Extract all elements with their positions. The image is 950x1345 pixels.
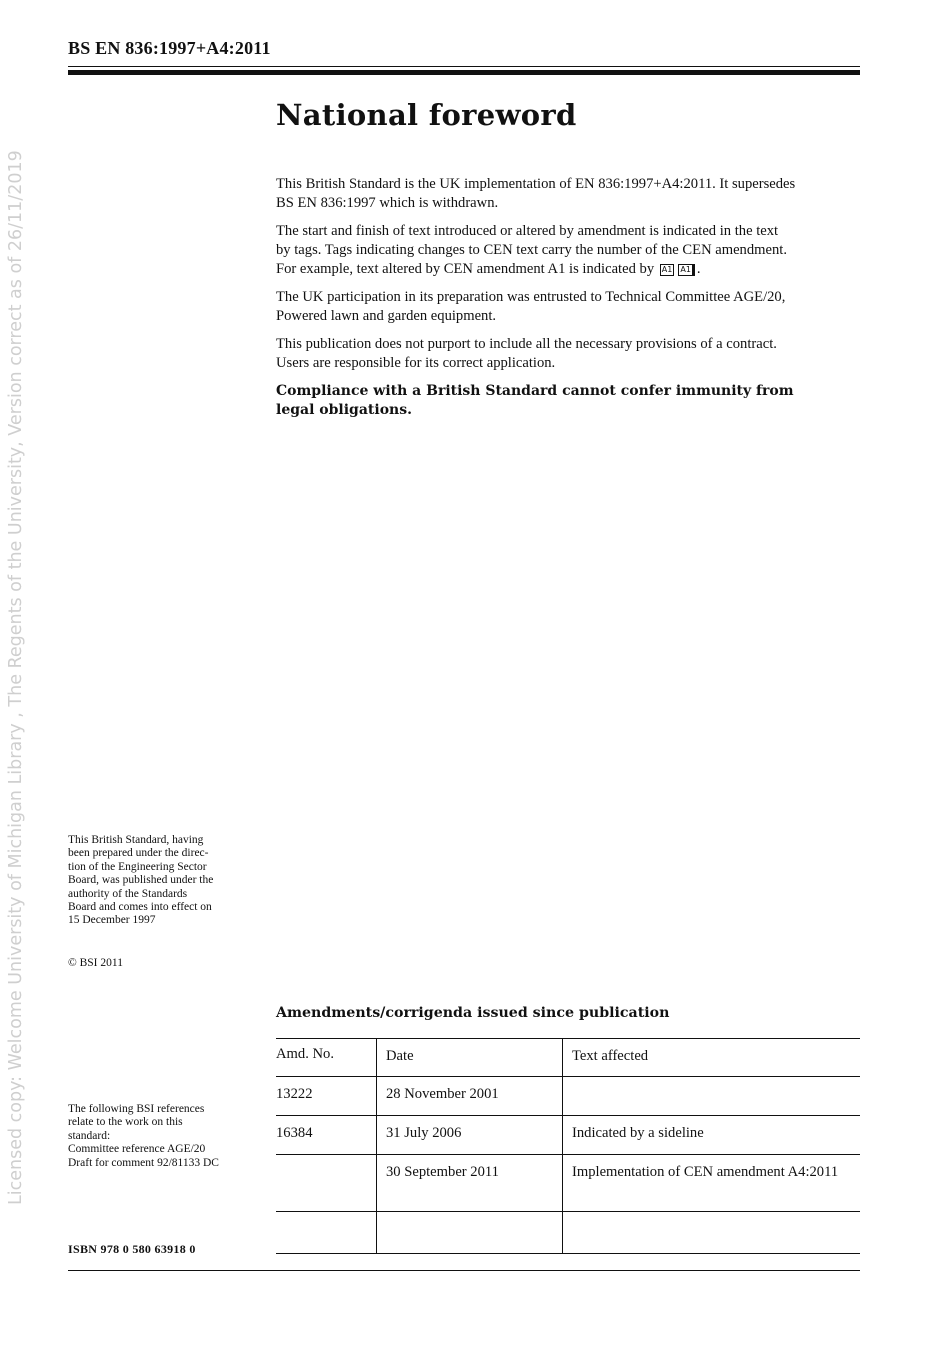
cell-amd-no: 16384 (276, 1116, 377, 1155)
paragraph-2-text: The start and finish of text introduced or altered by amendment is indicated in the text by tags. Tags indicating changes to CEN text carry the number of the CEN amendment. For example, text altered by CEN amendment A1 is indicated by (276, 223, 787, 277)
cell-text-affected: Implementation of CEN amendment A4:2011 (563, 1155, 861, 1212)
references-line: standard: (68, 1129, 111, 1142)
cell-amd-no: 13222 (276, 1077, 377, 1116)
references-line: Committee reference AGE/20 (68, 1143, 206, 1156)
header-amd-no: Amd. No. (276, 1039, 377, 1077)
table-row (276, 1212, 860, 1254)
references-line: The following BSI references (68, 1103, 205, 1115)
cell-amd-no (276, 1212, 377, 1254)
foreword-body (276, 175, 796, 429)
publication-note-line: 15 December 1997 (68, 914, 156, 927)
foreword-paragraph-2 (276, 222, 796, 279)
cell-date: 28 November 2001 (377, 1077, 563, 1116)
amendment-start-tag-icon: A1 (661, 265, 673, 274)
license-watermark: Licensed copy: Welcome University of Michigan Library , The Regents of the University, Version correct as of 26/11/2019 (6, 150, 26, 1205)
publication-note (68, 834, 266, 928)
cell-date: 31 July 2006 (377, 1116, 563, 1155)
amendment-end-tag-icon: A1 (678, 264, 695, 276)
table-header-row (276, 1039, 860, 1077)
references-line: relate to the work on this (68, 1116, 183, 1129)
copyright-note: © BSI 2011 (68, 957, 123, 969)
isbn: ISBN 978 0 580 63918 0 (68, 1242, 196, 1256)
publication-note-line: authority of the Standards (68, 887, 188, 900)
cell-text-affected: Indicated by a sideline (563, 1116, 861, 1155)
header-rule-thin (68, 66, 860, 67)
cell-text-affected (563, 1212, 861, 1254)
header-rule-thick (68, 70, 860, 75)
cell-date: 30 September 2011 (377, 1155, 563, 1212)
amendments-table (276, 1038, 860, 1254)
compliance-statement: Compliance with a British Standard cannot confer immunity from legal obligations. (276, 383, 794, 418)
foreword-paragraph-1: This British Standard is the UK implementation of EN 836:1997+A4:2011. It supersedes BS EN 836:1997 which is withdrawn. (276, 176, 796, 211)
header-date: Date (377, 1039, 563, 1077)
header-text-affected: Text affected (563, 1039, 861, 1077)
publication-note-line: been prepared under the direc- (68, 847, 209, 860)
paragraph-2-end: . (696, 261, 701, 277)
publication-note-line: Board and comes into effect on (68, 901, 212, 914)
bsi-references-note (68, 1103, 266, 1170)
foreword-paragraph-3: The UK participation in its preparation was entrusted to Technical Committee AGE/20, Powered lawn and garden equipment. (276, 289, 786, 324)
foreword-paragraph-4: This publication does not purport to include all the necessary provisions of a contract. Users are responsible for its correct application. (276, 336, 777, 371)
cell-text-affected (563, 1077, 861, 1116)
table-row (276, 1116, 860, 1155)
table-row (276, 1077, 860, 1116)
cell-date (377, 1212, 563, 1254)
table-row (276, 1155, 860, 1212)
page-title: National foreword (276, 98, 577, 132)
footer-rule (68, 1270, 860, 1271)
publication-note-line: Board, was published under the (68, 874, 214, 887)
publication-note-line: This British Standard, having (68, 834, 204, 846)
publication-note-line: tion of the Engineering Sector (68, 860, 207, 873)
references-line: Draft for comment 92/81133 DC (68, 1156, 219, 1169)
cell-amd-no (276, 1155, 377, 1212)
amendments-title: Amendments/corrigenda issued since publication (276, 1005, 670, 1021)
standard-id: BS EN 836:1997+A4:2011 (68, 38, 271, 58)
